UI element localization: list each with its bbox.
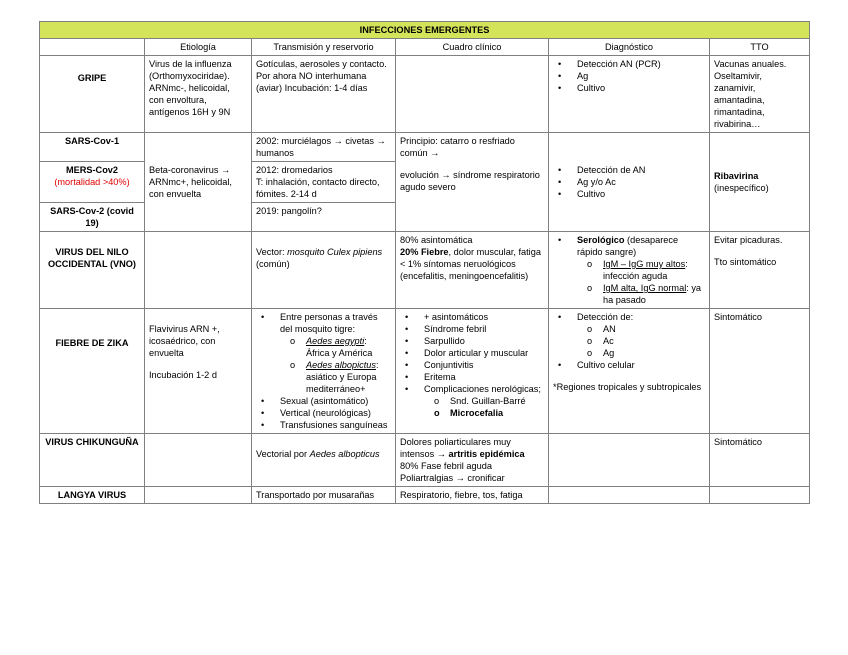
text: Detección de: [577,312,634,322]
langya-etiologia [145,487,252,504]
sars-tto-drug: Ribavirina [714,171,759,181]
text-underline: IgM alta, IgG normal [603,283,687,293]
header-diagnostico: Diagnóstico [549,39,710,56]
nilo-tto [710,232,810,309]
nilo-cuadro [396,232,549,309]
zika-cuadro [396,309,549,434]
list-item [603,258,705,282]
header-transmision: Transmisión y reservorio [252,39,396,56]
row-zika [40,309,810,434]
mers-mortality: (mortalidad >40%) [54,177,130,187]
list-item: • Cultivo celular [577,359,705,371]
list-item [577,234,705,306]
sars-diagnostico [549,133,710,232]
text-italic: Aedes albopictus [306,360,376,370]
list-item: o AN [603,323,705,335]
langya-tto [710,487,810,504]
sars-trans-1: 2002: murciélagos → civetas → humanos [252,133,396,162]
disease-zika: FIEBRE DE ZIKA [40,309,145,434]
list-item: • Sarpullido [424,335,544,347]
text: Complicaciones nerológicas; [424,384,541,394]
list-item [306,335,391,359]
text: : infección aguda [603,259,688,281]
sars-cuadro-1: Principio: catarro o resfriado común → [400,136,515,158]
header-tto: TTO [710,39,810,56]
zika-tto: Sintomático [710,309,810,434]
text-italic: Aedes aegypti [306,336,365,346]
chik-diagnostico [549,434,710,487]
text: 80% asintomática [400,235,473,245]
chik-transmision [252,434,396,487]
text: Poliartralgias → cronificar [400,473,505,483]
text: (común) [256,259,290,269]
text-italic: mosquito Culex pipiens [287,247,383,257]
row-gripe [40,56,810,133]
nilo-transmision [252,232,396,309]
text: Evitar picaduras. [714,235,783,245]
list-item [306,359,391,395]
text: Vector: [256,247,288,257]
gripe-transmision: Gotículas, aerosoles y contacto. Por ahora NO interhumana (aviar) Incubación: 1-4 días [252,56,396,133]
sars-cuadro [396,133,549,232]
text: Entre personas a través del mosquito tigre: [280,312,378,334]
sars-trans-2a: 2012: dromedarios [256,165,333,175]
list-item: • Eritema [424,371,544,383]
list-item: • + asintomáticos [424,311,544,323]
text: Tto sintomático [714,257,777,267]
text: Vectorial por [256,449,310,459]
header-empty [40,39,145,56]
text: : ya ha pasado [603,283,702,305]
disease-sars-cov-2: SARS-Cov-2 (covid 19) [40,203,145,232]
header-row [40,39,810,56]
sars-tto-note: (inespecífico) [714,183,769,193]
text-underline: IgM – IgG muy altos [603,259,686,269]
list-item: • Detección de AN [577,164,705,176]
list-item: • Ag [577,70,705,82]
list-item [280,311,391,395]
text: Flavivirus ARN +, icosaédrico, con envuelta [149,324,220,358]
text-italic: Aedes albopticus [309,449,380,459]
list-item: • Cultivo [577,188,705,200]
sars-trans-3: 2019: pangolín? [252,203,396,232]
list-item: • Ag y/o Ac [577,176,705,188]
langya-diagnostico [549,487,710,504]
list-item [577,311,705,359]
list-item: • Detección AN (PCR) [577,58,705,70]
list-item: • Sexual (asintomático) [280,395,391,407]
langya-transmision: Transportado por musarañas [252,487,396,504]
infections-table [39,21,810,504]
langya-cuadro: Respiratorio, fiebre, tos, fatiga [396,487,549,504]
list-item: o Microcefalia [450,407,544,419]
nilo-diagnostico [549,232,710,309]
zika-diagnostico [549,309,710,434]
sars-tto [710,133,810,232]
sars-cuadro-2: evolución → síndrome respiratorio agudo severo [400,170,540,192]
gripe-diagnostico [549,56,710,133]
sars-etiologia: Beta-coronavirus → ARNmc+, helicoidal, con envuelta [145,133,252,232]
header-cuadro: Cuadro clínico [396,39,549,56]
row-chikungunya [40,434,810,487]
gripe-cuadro [396,56,549,133]
list-item: o Snd. Guillan-Barré [450,395,544,407]
list-item: o Ag [603,347,705,359]
disease-gripe: GRIPE [40,56,145,133]
text: (desaparece rápido sangre) [577,235,679,257]
list-item [424,383,544,419]
zika-transmision [252,309,396,434]
text: : asiático y Europa mediterráneo+ [306,360,379,394]
text-bold: artritis epidémica [448,449,525,459]
chik-etiologia [145,434,252,487]
text-bold: Serológico [577,235,625,245]
disease-langya: LANGYA VIRUS [40,487,145,504]
gripe-etiologia: Virus de la influenza (Orthomyxociridae). ARNmc-, helicoidal, con envoltura, antígenos 16H y 9N [145,56,252,133]
list-item: o Ac [603,335,705,347]
text-bold: 20% Fiebre [400,247,449,257]
header-etiologia: Etiología [145,39,252,56]
disease-mers [40,162,145,203]
list-item: • Conjuntivitis [424,359,544,371]
sars-trans-2 [252,162,396,203]
list-item: • Dolor articular y muscular [424,347,544,359]
list-item [603,282,705,306]
text: *Regiones tropicales y subtropicales [553,382,702,392]
chik-cuadro [396,434,549,487]
row-nilo [40,232,810,309]
list-item: • Síndrome febril [424,323,544,335]
disease-sars-cov-1: SARS-Cov-1 [40,133,145,162]
gripe-tto: Vacunas anuales. Oseltamivir, zanamivir, amantadina, rimantadina, rivabirina… [710,56,810,133]
list-item: • Cultivo [577,82,705,94]
text: < 1% síntomas neruológicos (encefalitis, meningoencefalitis) [400,259,529,281]
text: , dolor muscular, fatiga [448,247,541,257]
table-title: INFECCIONES EMERGENTES [40,22,810,39]
row-sars-1 [40,133,810,162]
text: 80% Fase febril aguda [400,461,492,471]
sars-trans-2b: T: inhalación, contacto directo, fómites. 2-14 d [256,177,380,199]
nilo-etiologia [145,232,252,309]
text: Incubación 1-2 d [149,370,217,380]
zika-etiologia [145,309,252,434]
list-item: • Transfusiones sanguíneas [280,419,391,431]
disease-nilo: VIRUS DEL NILO OCCIDENTAL (VNO) [40,232,145,309]
text: : África y América [306,336,373,358]
mers-name: MERS-Cov2 [65,165,119,175]
row-langya [40,487,810,504]
disease-chikungunya: VIRUS CHIKUNGUÑA [40,434,145,487]
chik-tto: Sintomático [710,434,810,487]
text: Dolores poliarticulares muy intensos → [400,437,511,459]
list-item: • Vertical (neurológicas) [280,407,391,419]
